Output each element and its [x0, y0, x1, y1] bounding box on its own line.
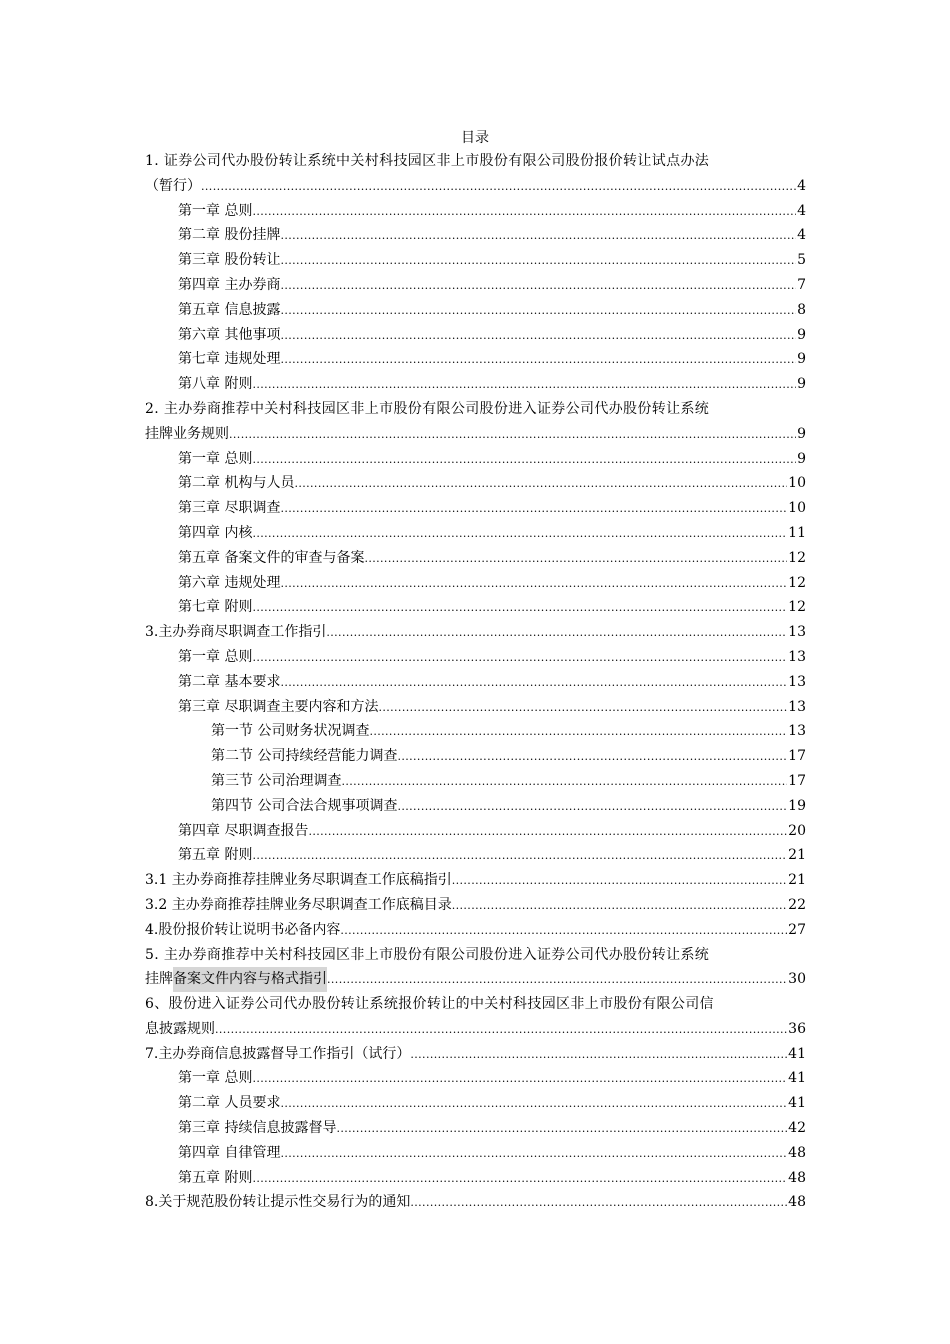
page-number: 9: [797, 450, 806, 467]
toc-entry-text: 第七章 附则: [178, 599, 253, 616]
dot-leader: [252, 522, 787, 547]
toc-entry-text: 第七章 违规处理: [178, 351, 281, 368]
dot-leader: [280, 1142, 787, 1167]
toc-chapter[interactable]: [145, 695, 806, 720]
toc-entry-text: 第四章 主办券商: [178, 276, 281, 293]
toc-chapter[interactable]: [145, 1091, 806, 1116]
dot-leader: [336, 1117, 787, 1142]
toc-entry-text: 第一章 总则: [178, 648, 253, 665]
page-number: 8: [797, 301, 806, 318]
toc-chapter[interactable]: [145, 323, 806, 348]
dot-leader: [280, 324, 796, 349]
page-number: 22: [788, 896, 806, 913]
toc-entry-3[interactable]: [145, 620, 806, 645]
dot-leader: [410, 1191, 787, 1216]
toc-chapter[interactable]: [145, 645, 806, 670]
dot-leader: [280, 497, 787, 522]
toc-entry-8[interactable]: [145, 1190, 806, 1215]
page-number: 13: [788, 648, 806, 665]
toc-entry-text: 3.1 主办券商推荐挂牌业务尽职调查工作底稿指引: [145, 872, 452, 889]
toc-entry-text: 第一章 总则: [178, 1070, 253, 1087]
toc-chapter[interactable]: [145, 447, 806, 472]
page-number: 9: [797, 376, 806, 393]
toc-entry-text: 第二章 机构与人员: [178, 475, 295, 492]
toc-chapter[interactable]: [145, 223, 806, 248]
page-number: 12: [788, 599, 806, 616]
toc-entry-7[interactable]: [145, 1042, 806, 1067]
page-number: 13: [788, 624, 806, 641]
toc-entry-text: 7.主办券商信息披露督导工作指引（试行）: [145, 1045, 411, 1062]
page-number: 9: [797, 326, 806, 343]
toc-entry-1-line1[interactable]: 1. 证券公司代办股份转让系统中关村科技园区非上市股份有限公司股份报价转让试点办法: [145, 153, 710, 169]
page-number: 48: [788, 1169, 806, 1186]
toc-entry-text: 第二章 人员要求: [178, 1095, 281, 1112]
page-number: 4: [797, 202, 806, 219]
dot-leader: [369, 720, 787, 745]
toc-entry-text: 第四章 尽职调查报告: [178, 822, 309, 839]
dot-leader: [452, 869, 787, 894]
page-number: 4: [797, 227, 806, 244]
dot-leader: [452, 894, 787, 919]
dot-leader: [378, 696, 787, 721]
dot-leader: [280, 224, 796, 249]
dot-leader: [294, 472, 787, 497]
dot-leader: [252, 596, 787, 621]
toc-entry-text: 第一节 公司财务状况调查: [211, 723, 370, 740]
toc-chapter[interactable]: [145, 571, 806, 596]
toc-chapter[interactable]: [145, 199, 806, 224]
toc-entry-text: 第三章 尽职调查: [178, 500, 281, 517]
toc-entry-text: 第五章 备案文件的审查与备案: [178, 549, 365, 566]
toc-section[interactable]: [145, 794, 806, 819]
toc-entry-text: 第四章 自律管理: [178, 1144, 281, 1161]
page-number: 17: [788, 772, 806, 789]
page-number: 10: [788, 475, 806, 492]
page-number: 48: [788, 1194, 806, 1211]
toc-entry-text: 第四章 内核: [178, 524, 253, 541]
toc-chapter[interactable]: [145, 1166, 806, 1191]
page-number: 21: [788, 872, 806, 889]
toc-chapter[interactable]: [145, 521, 806, 546]
dot-leader: [308, 820, 787, 845]
toc-section[interactable]: [145, 744, 806, 769]
toc-entry-text: 4.股份报价转让说明书必备内容: [145, 921, 341, 938]
toc-entry-text: 第三章 持续信息披露督导: [178, 1120, 337, 1137]
toc-chapter[interactable]: [145, 1066, 806, 1091]
page-number: 41: [788, 1045, 806, 1062]
toc-entry-1-line2[interactable]: [145, 174, 806, 199]
page-number: 11: [788, 524, 806, 541]
toc-chapter[interactable]: [145, 595, 806, 620]
dot-leader: [215, 1018, 787, 1043]
toc-entry-text: 第一章 总则: [178, 202, 253, 219]
toc-entry-3-1[interactable]: [145, 868, 806, 893]
toc-entry-text: 第六章 其他事项: [178, 326, 281, 343]
toc-chapter[interactable]: [145, 372, 806, 397]
toc-entry-text: 第三章 股份转让: [178, 252, 281, 269]
toc-entry-text: 第六章 违规处理: [178, 574, 281, 591]
toc-chapter[interactable]: [145, 1141, 806, 1166]
dot-leader: [340, 919, 787, 944]
dot-leader: [252, 1167, 787, 1192]
toc-entry-text: 挂牌业务规则: [145, 425, 229, 442]
dot-leader: [229, 423, 796, 448]
page-number: 12: [788, 574, 806, 591]
toc-chapter[interactable]: [145, 347, 806, 372]
dot-leader: [397, 795, 787, 820]
page-number: 17: [788, 748, 806, 765]
page-number: 41: [788, 1070, 806, 1087]
toc-entry-text: 第八章 附则: [178, 376, 253, 393]
toc-entry-text: 3.主办券商尽职调查工作指引: [145, 624, 327, 641]
page-number: 5: [797, 252, 806, 269]
dot-leader: [280, 1092, 787, 1117]
dot-leader: [252, 1067, 787, 1092]
page-number: 48: [788, 1144, 806, 1161]
toc-entry-5-line2[interactable]: [145, 967, 806, 992]
toc-entry-3-2[interactable]: [145, 893, 806, 918]
toc-entry-text: 第四节 公司合法合规事项调查: [211, 797, 398, 814]
dot-leader: [280, 299, 796, 324]
dot-leader: [326, 621, 787, 646]
page-number: 42: [788, 1120, 806, 1137]
toc-entry-text: 第五章 信息披露: [178, 301, 281, 318]
page-number: 13: [788, 723, 806, 740]
dot-leader: [280, 671, 787, 696]
toc-entry-text: 第二章 股份挂牌: [178, 227, 281, 244]
page-number: 10: [788, 500, 806, 517]
highlighted-text: 备案文件内容与格式指引: [173, 967, 327, 992]
dot-leader: [280, 348, 796, 373]
dot-leader: [252, 373, 796, 398]
page-number: 41: [788, 1095, 806, 1112]
page-number: 19: [788, 797, 806, 814]
page-number: 13: [788, 673, 806, 690]
toc-entry-text: 挂牌: [145, 971, 173, 988]
dot-leader: [364, 547, 787, 572]
toc-chapter[interactable]: [145, 1116, 806, 1141]
dot-leader: [280, 572, 787, 597]
toc-entry-text: 第二节 公司持续经营能力调查: [211, 748, 398, 765]
toc-entry-text: 第二章 基本要求: [178, 673, 281, 690]
toc-chapter[interactable]: [145, 248, 806, 273]
toc-section[interactable]: [145, 719, 806, 744]
dot-leader: [201, 175, 796, 200]
toc-entry-text: 3.2 主办券商推荐挂牌业务尽职调查工作底稿目录: [145, 896, 452, 913]
toc-entry-2-line2[interactable]: [145, 422, 806, 447]
toc-entry-text: 8.关于规范股份转让提示性交易行为的通知: [145, 1194, 411, 1211]
toc-entry-text: 第三节 公司治理调查: [211, 772, 342, 789]
page-number: 12: [788, 549, 806, 566]
dot-leader: [397, 745, 787, 770]
toc-chapter[interactable]: [145, 546, 806, 571]
toc-chapter[interactable]: [145, 273, 806, 298]
dot-leader: [410, 1043, 787, 1068]
dot-leader: [252, 844, 787, 869]
dot-leader: [252, 448, 796, 473]
dot-leader: [280, 274, 796, 299]
toc-entry-text: 第一章 总则: [178, 450, 253, 467]
dot-leader: [252, 200, 796, 225]
toc-chapter[interactable]: [145, 670, 806, 695]
toc-chapter[interactable]: [145, 298, 806, 323]
page-number: 4: [797, 177, 806, 194]
toc-entry-text: （暂行）: [145, 177, 201, 194]
page-number: 36: [788, 1020, 806, 1037]
toc-entry-6-line2[interactable]: [145, 1017, 806, 1042]
toc-chapter[interactable]: [145, 819, 806, 844]
toc-title: 目录: [461, 130, 489, 146]
page-number: 20: [788, 822, 806, 839]
toc-entry-text: 第三章 尽职调查主要内容和方法: [178, 698, 379, 715]
dot-leader: [341, 770, 787, 795]
toc-entry-5-line1[interactable]: 5. 主办券商推荐中关村科技园区非上市股份有限公司股份进入证券公司代办股份转让系统: [145, 946, 710, 963]
toc-entry-text: 息披露规则: [145, 1020, 215, 1037]
table-of-contents: [145, 149, 806, 1215]
page-number: 9: [797, 351, 806, 368]
page-number: 13: [788, 698, 806, 715]
page-number: 21: [788, 847, 806, 864]
page-number: 7: [797, 276, 806, 293]
toc-entry-text: 第五章 附则: [178, 1169, 253, 1186]
dot-leader: [252, 646, 787, 671]
toc-entry-text: 第五章 附则: [178, 847, 253, 864]
page-number: 9: [797, 425, 806, 442]
page-number: 27: [788, 921, 806, 938]
toc-chapter[interactable]: [145, 496, 806, 521]
toc-chapter[interactable]: [145, 843, 806, 868]
toc-chapter[interactable]: [145, 471, 806, 496]
dot-leader: [280, 249, 796, 274]
toc-entry-6-line1[interactable]: 6、股份进入证券公司代办股份转让系统报价转让的中关村科技园区非上市股份有限公司信: [145, 996, 714, 1013]
toc-section[interactable]: [145, 769, 806, 794]
toc-entry-2-line1[interactable]: 2. 主办券商推荐中关村科技园区非上市股份有限公司股份进入证券公司代办股份转让系统: [145, 400, 710, 417]
toc-entry-4[interactable]: [145, 918, 806, 943]
dot-leader: [327, 968, 787, 993]
page-number: 30: [788, 971, 806, 988]
